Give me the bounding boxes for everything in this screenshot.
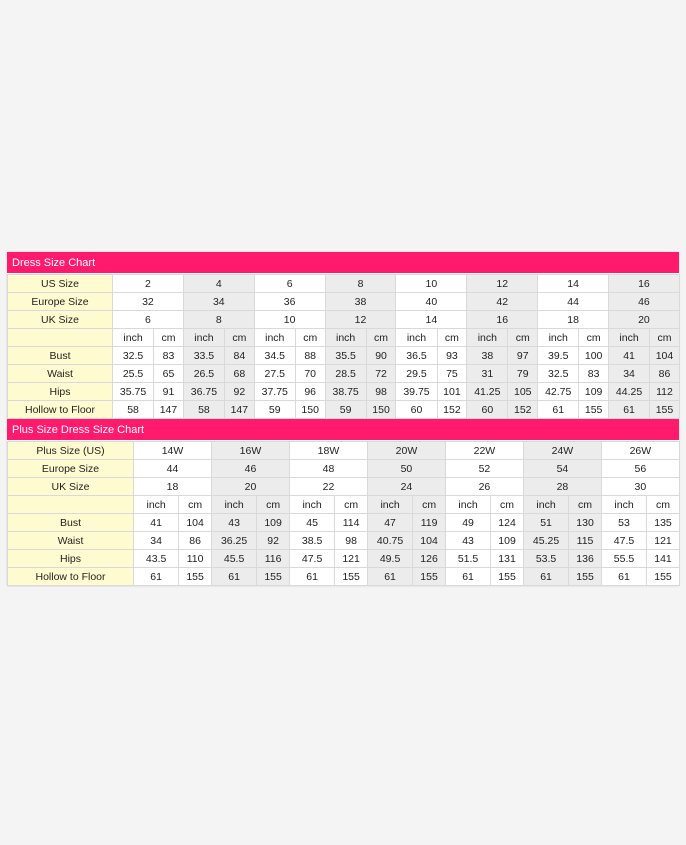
inch-value: 38	[467, 347, 508, 365]
inch-value: 45.25	[523, 532, 568, 550]
size-row	[8, 275, 680, 293]
empty-cell	[8, 496, 134, 514]
inch-value: 61	[367, 568, 412, 586]
row-label: Waist	[8, 532, 134, 550]
cm-value: 112	[650, 383, 680, 401]
cm-value: 155	[491, 568, 524, 586]
size-value: 18W	[289, 442, 367, 460]
unit-label: cm	[154, 329, 184, 347]
cm-value: 116	[257, 550, 290, 568]
inch-value: 47.5	[289, 550, 334, 568]
cm-value: 96	[295, 383, 325, 401]
cm-value: 121	[647, 532, 680, 550]
measurement-row	[8, 365, 680, 383]
cm-value: 70	[295, 365, 325, 383]
size-table	[7, 441, 680, 586]
inch-value: 47	[367, 514, 412, 532]
unit-label: cm	[295, 329, 325, 347]
cm-value: 100	[579, 347, 609, 365]
row-label: Hips	[8, 550, 134, 568]
inch-value: 51	[523, 514, 568, 532]
size-value: 32	[113, 293, 184, 311]
unit-label: inch	[183, 329, 224, 347]
inch-value: 28.5	[325, 365, 366, 383]
size-value: 24	[367, 478, 445, 496]
inch-value: 44.25	[609, 383, 650, 401]
inch-value: 58	[113, 401, 154, 419]
size-chart-frame	[7, 252, 679, 586]
inch-value: 53.5	[523, 550, 568, 568]
cm-value: 141	[647, 550, 680, 568]
size-value: 16W	[211, 442, 289, 460]
inch-value: 47.5	[601, 532, 646, 550]
inch-value: 26.5	[183, 365, 224, 383]
unit-row	[8, 329, 680, 347]
unit-row	[8, 496, 680, 514]
cm-value: 152	[437, 401, 467, 419]
unit-label: inch	[367, 496, 412, 514]
inch-value: 61	[289, 568, 334, 586]
inch-value: 58	[183, 401, 224, 419]
cm-value: 104	[650, 347, 680, 365]
inch-value: 55.5	[601, 550, 646, 568]
inch-value: 41	[609, 347, 650, 365]
inch-value: 25.5	[113, 365, 154, 383]
measurement-row	[8, 401, 680, 419]
row-label: Hollow to Floor	[8, 568, 134, 586]
row-label: Hollow to Floor	[8, 401, 113, 419]
inch-value: 34	[134, 532, 179, 550]
unit-label: cm	[650, 329, 680, 347]
unit-label: inch	[289, 496, 334, 514]
row-label: Hips	[8, 383, 113, 401]
cm-value: 75	[437, 365, 467, 383]
size-value: 4	[183, 275, 254, 293]
inch-value: 32.5	[113, 347, 154, 365]
cm-value: 65	[154, 365, 184, 383]
inch-value: 35.75	[113, 383, 154, 401]
cm-value: 98	[335, 532, 368, 550]
size-value: 8	[183, 311, 254, 329]
measurement-row	[8, 347, 680, 365]
unit-label: inch	[211, 496, 256, 514]
cm-value: 119	[413, 514, 446, 532]
cm-value: 135	[647, 514, 680, 532]
size-value: 10	[254, 311, 325, 329]
row-label: UK Size	[8, 478, 134, 496]
inch-value: 61	[523, 568, 568, 586]
cm-value: 114	[335, 514, 368, 532]
size-value: 44	[134, 460, 212, 478]
cm-value: 155	[413, 568, 446, 586]
size-value: 22	[289, 478, 367, 496]
inch-value: 35.5	[325, 347, 366, 365]
size-value: 42	[467, 293, 538, 311]
unit-label: cm	[224, 329, 254, 347]
size-value: 14	[396, 311, 467, 329]
row-label: Waist	[8, 365, 113, 383]
unit-label: cm	[179, 496, 212, 514]
cm-value: 105	[508, 383, 538, 401]
unit-label: inch	[254, 329, 295, 347]
unit-label: inch	[134, 496, 179, 514]
unit-label: cm	[508, 329, 538, 347]
cm-value: 152	[508, 401, 538, 419]
inch-value: 29.5	[396, 365, 437, 383]
unit-label: inch	[325, 329, 366, 347]
cm-value: 90	[366, 347, 396, 365]
inch-value: 34.5	[254, 347, 295, 365]
cm-value: 115	[569, 532, 602, 550]
size-value: 6	[254, 275, 325, 293]
size-value: 36	[254, 293, 325, 311]
row-label: Europe Size	[8, 460, 134, 478]
size-value: 46	[211, 460, 289, 478]
inch-value: 40.75	[367, 532, 412, 550]
size-value: 22W	[445, 442, 523, 460]
inch-value: 61	[445, 568, 490, 586]
row-label: Europe Size	[8, 293, 113, 311]
inch-value: 39.75	[396, 383, 437, 401]
size-value: 8	[325, 275, 396, 293]
inch-value: 37.75	[254, 383, 295, 401]
unit-label: inch	[445, 496, 490, 514]
size-value: 20W	[367, 442, 445, 460]
inch-value: 27.5	[254, 365, 295, 383]
size-value: 14W	[134, 442, 212, 460]
cm-value: 104	[179, 514, 212, 532]
cm-value: 155	[257, 568, 290, 586]
measurement-row	[8, 532, 680, 550]
unit-label: cm	[413, 496, 446, 514]
unit-label: cm	[579, 329, 609, 347]
unit-label: cm	[647, 496, 680, 514]
size-value: 16	[467, 311, 538, 329]
unit-label: inch	[538, 329, 579, 347]
cm-value: 124	[491, 514, 524, 532]
size-value: 24W	[523, 442, 601, 460]
size-value: 12	[467, 275, 538, 293]
cm-value: 131	[491, 550, 524, 568]
size-value: 26	[445, 478, 523, 496]
size-value: 18	[134, 478, 212, 496]
cm-value: 86	[650, 365, 680, 383]
inch-value: 38.5	[289, 532, 334, 550]
cm-value: 155	[650, 401, 680, 419]
cm-value: 147	[154, 401, 184, 419]
cm-value: 126	[413, 550, 446, 568]
cm-value: 72	[366, 365, 396, 383]
inch-value: 34	[609, 365, 650, 383]
measurement-row	[8, 568, 680, 586]
size-value: 18	[538, 311, 609, 329]
inch-value: 49.5	[367, 550, 412, 568]
unit-label: inch	[523, 496, 568, 514]
cm-value: 155	[179, 568, 212, 586]
inch-value: 60	[396, 401, 437, 419]
size-row	[8, 460, 680, 478]
size-value: 12	[325, 311, 396, 329]
size-value: 26W	[601, 442, 679, 460]
inch-value: 60	[467, 401, 508, 419]
row-label: US Size	[8, 275, 113, 293]
inch-value: 36.75	[183, 383, 224, 401]
inch-value: 61	[538, 401, 579, 419]
cm-value: 150	[366, 401, 396, 419]
inch-value: 39.5	[538, 347, 579, 365]
unit-label: cm	[257, 496, 290, 514]
inch-value: 32.5	[538, 365, 579, 383]
cm-value: 110	[179, 550, 212, 568]
cm-value: 155	[647, 568, 680, 586]
unit-label: cm	[366, 329, 396, 347]
size-value: 30	[601, 478, 679, 496]
empty-cell	[8, 329, 113, 347]
cm-value: 109	[491, 532, 524, 550]
chart-title: Plus Size Dress Size Chart	[7, 419, 679, 441]
cm-value: 92	[224, 383, 254, 401]
size-value: 20	[211, 478, 289, 496]
cm-value: 97	[508, 347, 538, 365]
plus-size-dress-size-chart	[7, 419, 679, 586]
cm-value: 68	[224, 365, 254, 383]
size-value: 46	[609, 293, 680, 311]
cm-value: 88	[295, 347, 325, 365]
size-row	[8, 311, 680, 329]
inch-value: 43	[211, 514, 256, 532]
inch-value: 51.5	[445, 550, 490, 568]
inch-value: 45.5	[211, 550, 256, 568]
row-label: Plus Size (US)	[8, 442, 134, 460]
cm-value: 83	[154, 347, 184, 365]
cm-value: 136	[569, 550, 602, 568]
row-label: Bust	[8, 514, 134, 532]
cm-value: 83	[579, 365, 609, 383]
unit-label: cm	[437, 329, 467, 347]
measurement-row	[8, 383, 680, 401]
cm-value: 84	[224, 347, 254, 365]
size-value: 54	[523, 460, 601, 478]
inch-value: 42.75	[538, 383, 579, 401]
cm-value: 92	[257, 532, 290, 550]
inch-value: 59	[325, 401, 366, 419]
cm-value: 150	[295, 401, 325, 419]
inch-value: 41	[134, 514, 179, 532]
inch-value: 59	[254, 401, 295, 419]
size-value: 50	[367, 460, 445, 478]
inch-value: 61	[134, 568, 179, 586]
cm-value: 79	[508, 365, 538, 383]
size-value: 10	[396, 275, 467, 293]
size-row	[8, 442, 680, 460]
size-value: 44	[538, 293, 609, 311]
unit-label: cm	[569, 496, 602, 514]
unit-label: cm	[335, 496, 368, 514]
unit-label: cm	[491, 496, 524, 514]
cm-value: 121	[335, 550, 368, 568]
inch-value: 61	[609, 401, 650, 419]
size-value: 6	[113, 311, 184, 329]
size-value: 34	[183, 293, 254, 311]
chart-title: Dress Size Chart	[7, 252, 679, 274]
size-value: 52	[445, 460, 523, 478]
size-value: 14	[538, 275, 609, 293]
cm-value: 91	[154, 383, 184, 401]
unit-label: inch	[396, 329, 437, 347]
size-value: 2	[113, 275, 184, 293]
unit-label: inch	[113, 329, 154, 347]
cm-value: 155	[579, 401, 609, 419]
row-label: Bust	[8, 347, 113, 365]
unit-label: inch	[467, 329, 508, 347]
row-label: UK Size	[8, 311, 113, 329]
inch-value: 45	[289, 514, 334, 532]
size-value: 56	[601, 460, 679, 478]
cm-value: 147	[224, 401, 254, 419]
inch-value: 41.25	[467, 383, 508, 401]
unit-label: inch	[609, 329, 650, 347]
size-value: 20	[609, 311, 680, 329]
inch-value: 36.25	[211, 532, 256, 550]
dress-size-chart	[7, 252, 679, 419]
cm-value: 98	[366, 383, 396, 401]
cm-value: 109	[579, 383, 609, 401]
size-table	[7, 274, 680, 419]
inch-value: 36.5	[396, 347, 437, 365]
cm-value: 86	[179, 532, 212, 550]
cm-value: 101	[437, 383, 467, 401]
cm-value: 155	[569, 568, 602, 586]
inch-value: 61	[601, 568, 646, 586]
cm-value: 109	[257, 514, 290, 532]
inch-value: 53	[601, 514, 646, 532]
unit-label: inch	[601, 496, 646, 514]
inch-value: 43.5	[134, 550, 179, 568]
measurement-row	[8, 550, 680, 568]
inch-value: 49	[445, 514, 490, 532]
size-row	[8, 293, 680, 311]
inch-value: 38.75	[325, 383, 366, 401]
size-value: 28	[523, 478, 601, 496]
cm-value: 104	[413, 532, 446, 550]
measurement-row	[8, 514, 680, 532]
inch-value: 33.5	[183, 347, 224, 365]
size-value: 48	[289, 460, 367, 478]
inch-value: 61	[211, 568, 256, 586]
size-value: 40	[396, 293, 467, 311]
inch-value: 43	[445, 532, 490, 550]
cm-value: 93	[437, 347, 467, 365]
cm-value: 155	[335, 568, 368, 586]
cm-value: 130	[569, 514, 602, 532]
inch-value: 31	[467, 365, 508, 383]
size-value: 16	[609, 275, 680, 293]
size-row	[8, 478, 680, 496]
size-value: 38	[325, 293, 396, 311]
